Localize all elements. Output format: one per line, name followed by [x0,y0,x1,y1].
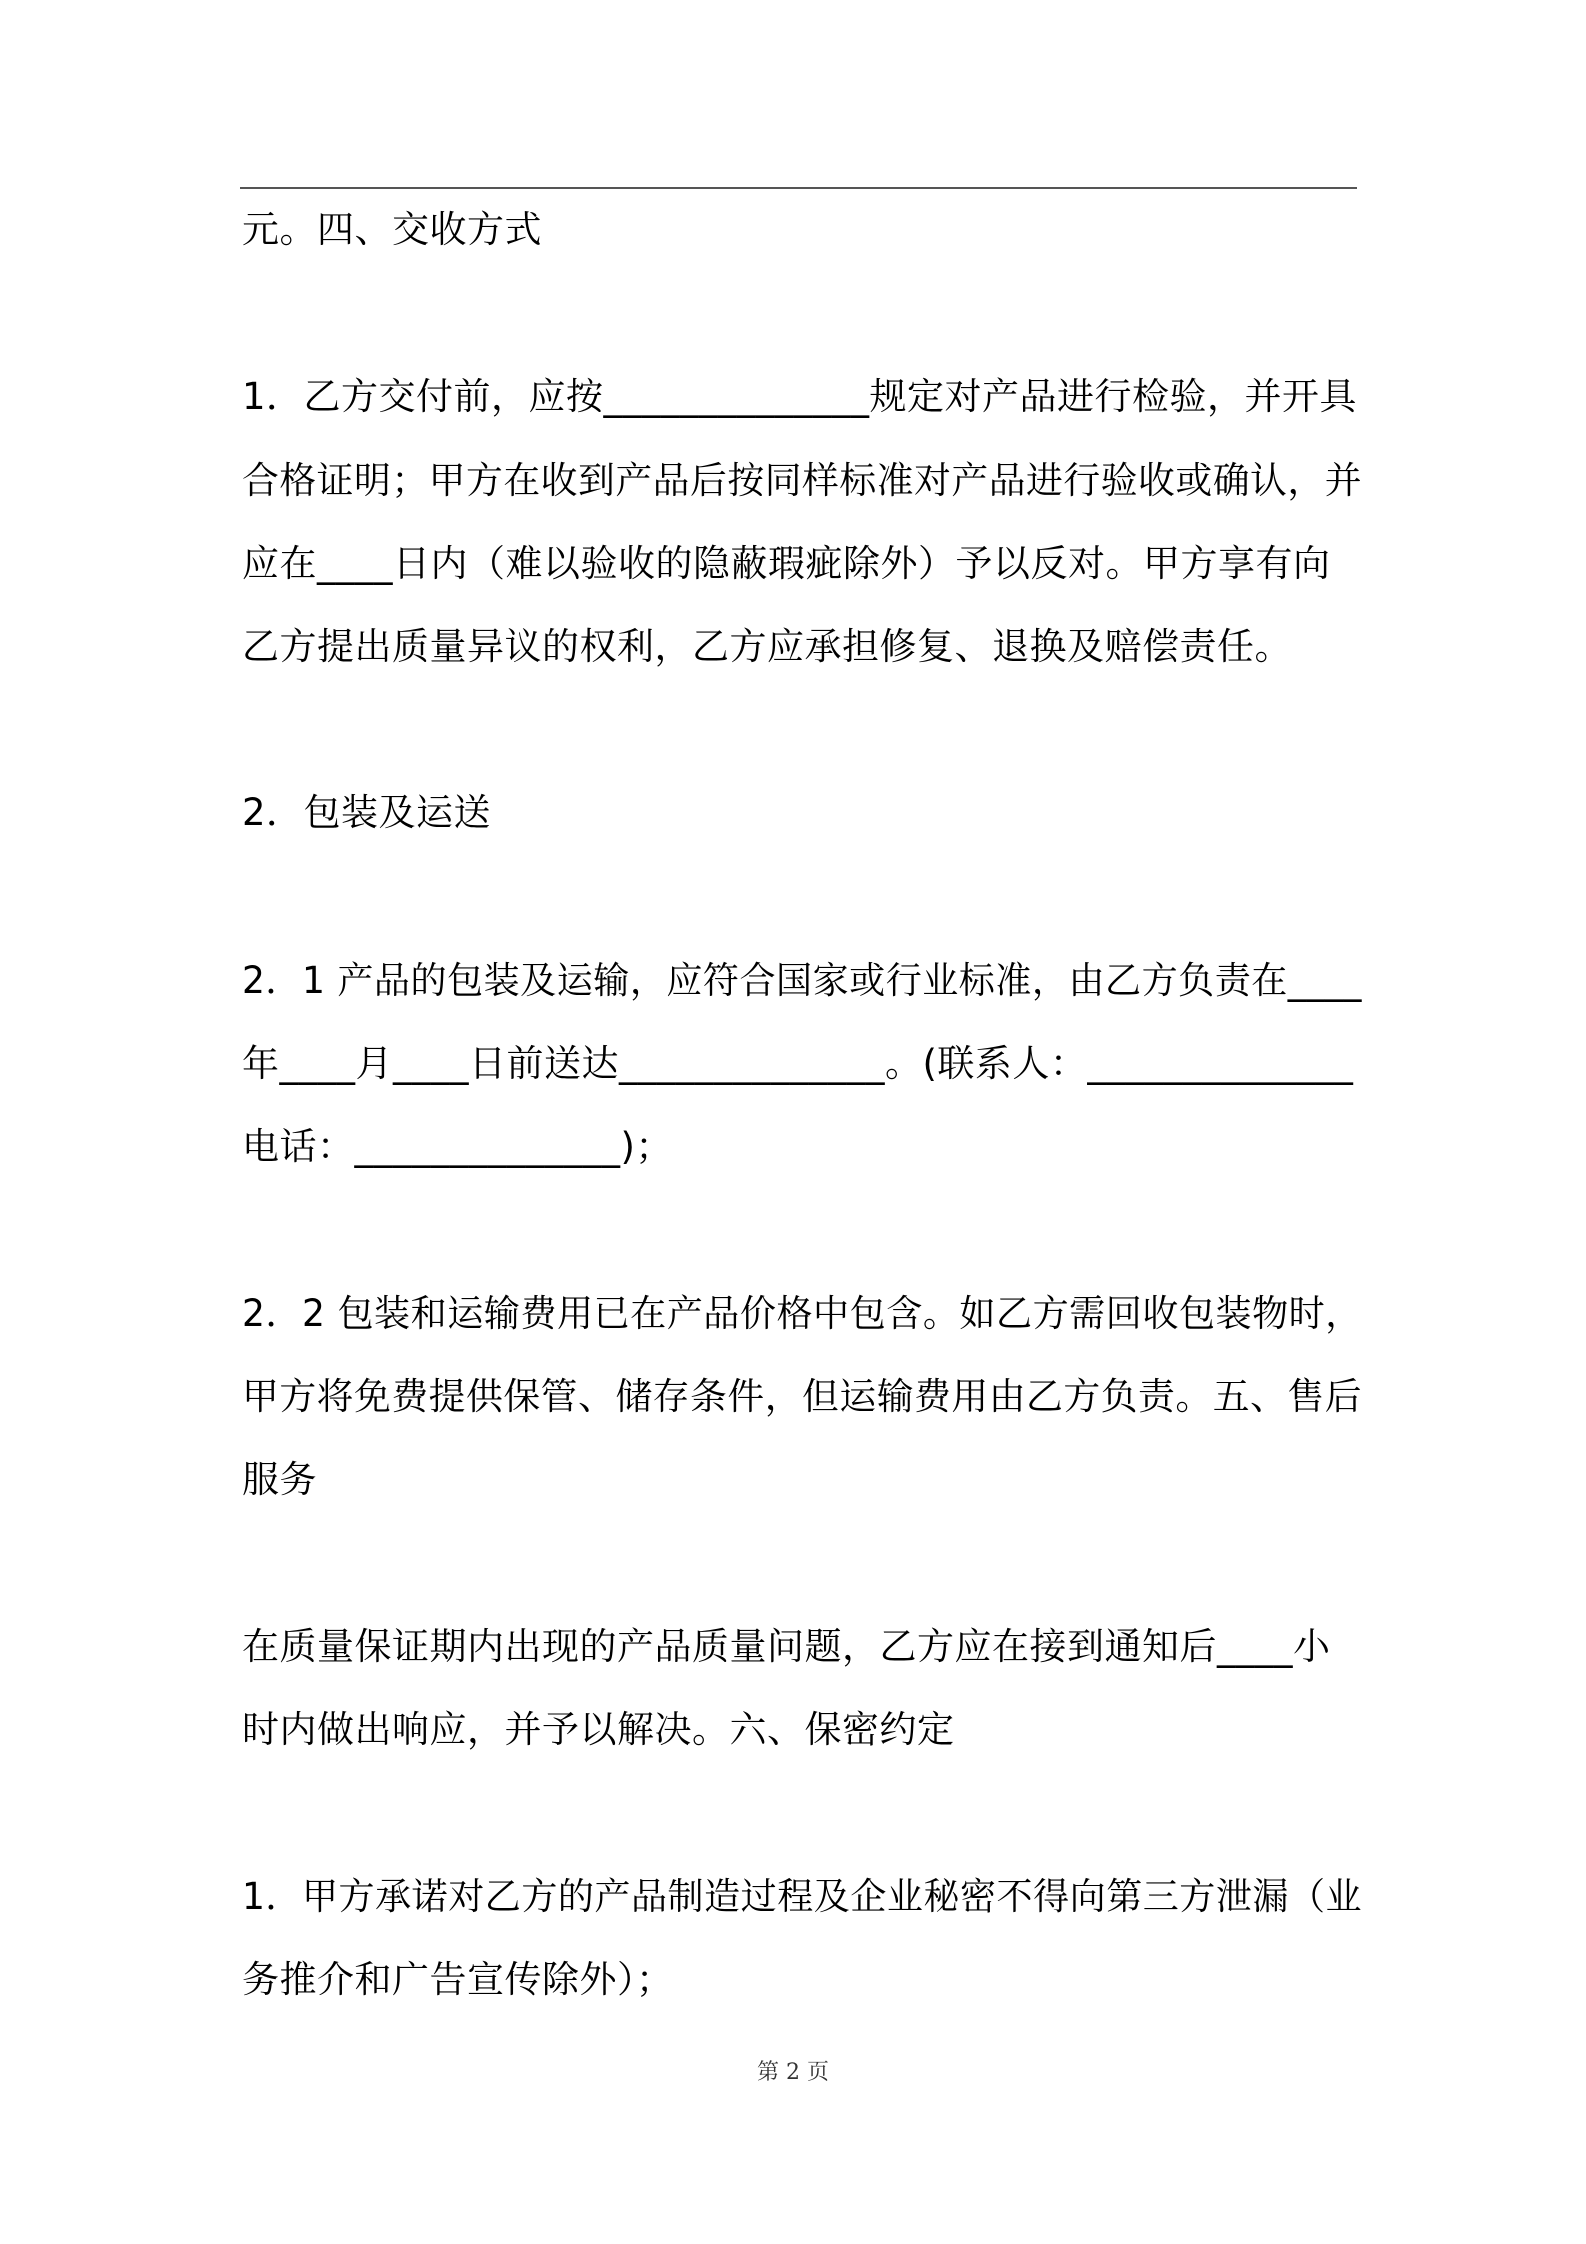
text-line: 2．包装及运送 [242,791,492,834]
text-line: 1．乙方交付前，应按______________规定对产品进行检验，并开具 [242,375,1358,418]
page-number: 第 2 页 [757,2060,829,2085]
text-line: 应在____日内（难以验收的隐蔽瑕疵除外）予以反对。甲方享有向 [242,542,1331,585]
text-line: 元。四、交收方式 [242,208,542,251]
text-line: 在质量保证期内出现的产品质量问题，乙方应在接到通知后____小 [242,1625,1331,1668]
text-line: 时内做出响应，并予以解决。六、保密约定 [242,1708,955,1751]
text-line: 甲方将免费提供保管、储存条件，但运输费用由乙方负责。五、售后 [242,1375,1363,1418]
text-line: 电话：______________)； [242,1125,673,1168]
text-line: 乙方提出质量异议的权利，乙方应承担修复、退换及赔偿责任。 [242,625,1292,668]
text-line: 服务 [242,1458,317,1501]
text-line: 2．2 包装和运输费用已在产品价格中包含。如乙方需回收包装物时， [242,1292,1362,1335]
text-line: 务推介和广告宣传除外）； [242,1958,674,2001]
header-rule [240,187,1357,189]
text-line: 1．甲方承诺对乙方的产品制造过程及企业秘密不得向第三方泄漏（业 [242,1875,1363,1918]
text-line: 合格证明；甲方在收到产品后按同样标准对产品进行验收或确认，并 [242,459,1363,502]
text-line: 年____月____日前送达______________。(联系人：______________ [242,1042,1354,1085]
text-line: 2．1 产品的包装及运输，应符合国家或行业标准，由乙方负责在____ [242,959,1362,1002]
